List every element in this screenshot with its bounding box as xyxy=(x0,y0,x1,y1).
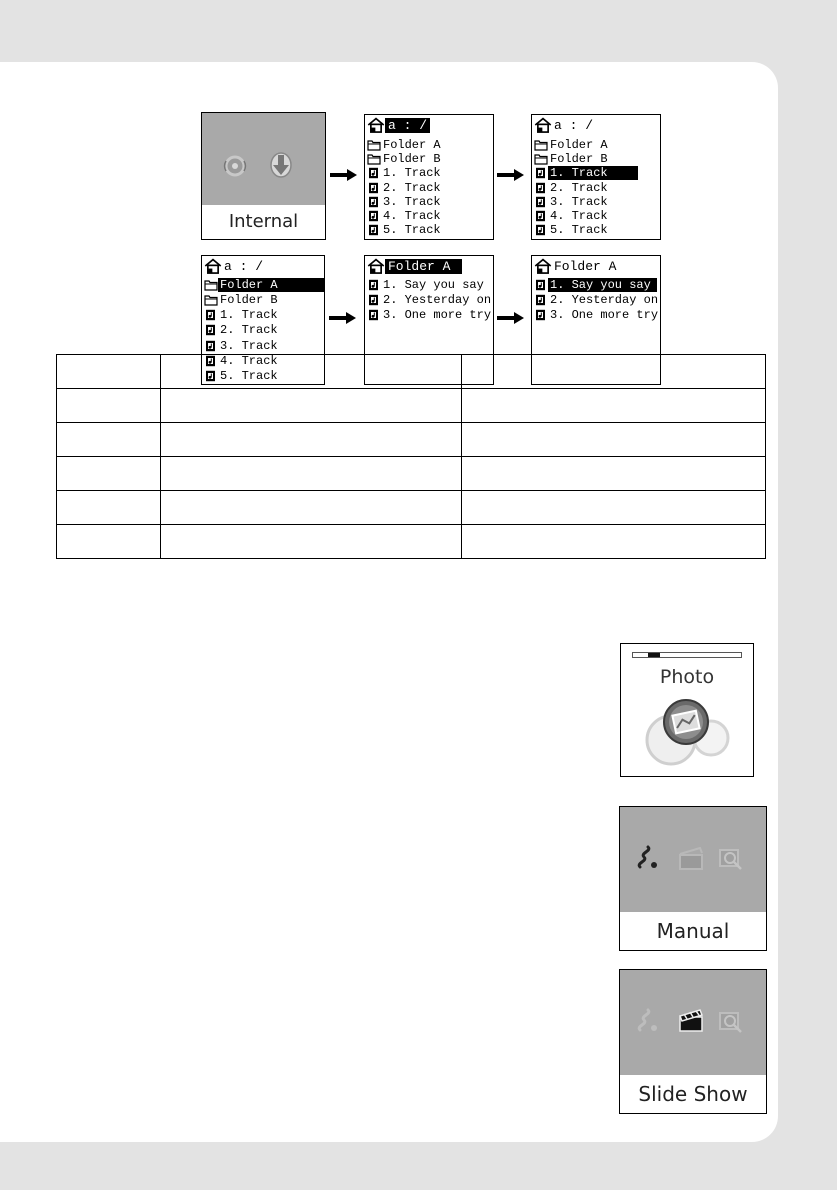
zoom-icon xyxy=(718,847,744,876)
mode-caption: Manual xyxy=(620,912,766,950)
music-file-icon xyxy=(204,309,218,321)
table-cell xyxy=(57,525,161,559)
home-icon xyxy=(367,117,385,133)
table-cell xyxy=(161,525,462,559)
zoom-icon xyxy=(718,1010,744,1039)
music-file-icon xyxy=(367,294,381,306)
menu-scrollbar xyxy=(632,652,742,658)
list-item-track[interactable] xyxy=(534,181,608,195)
track-label: 4. Track xyxy=(550,209,608,223)
track-label-selected: 1. Say you say xyxy=(548,278,657,292)
list-item-track[interactable] xyxy=(204,339,278,353)
mode-caption: Slide Show xyxy=(620,1075,766,1113)
home-icon xyxy=(204,258,222,274)
folder-path-label: Folder A xyxy=(385,259,462,274)
track-label: 2. Yesterday on xyxy=(550,293,659,307)
photo-menu-screen[interactable] xyxy=(620,643,754,777)
track-label: 4. Track xyxy=(383,209,441,223)
table-cell xyxy=(161,491,462,525)
file-list-screen-root[interactable] xyxy=(364,114,494,240)
table-cell xyxy=(161,389,462,423)
list-item-track[interactable] xyxy=(534,223,608,237)
photo-icon xyxy=(643,696,735,771)
list-item-track[interactable] xyxy=(534,308,658,322)
arrow-right-icon xyxy=(329,311,357,325)
track-label: 1. Track xyxy=(383,166,441,180)
folder-label: Folder B xyxy=(220,293,278,307)
track-label: 5. Track xyxy=(550,223,608,237)
home-icon xyxy=(534,258,552,274)
empty-table xyxy=(56,354,766,559)
music-file-icon xyxy=(367,309,381,321)
folder-icon xyxy=(367,139,381,151)
track-label: 2. Track xyxy=(383,181,441,195)
music-file-icon xyxy=(534,279,548,291)
slideshow-mode-screen[interactable] xyxy=(619,969,767,1114)
music-file-icon xyxy=(367,224,381,236)
path-label: a : / xyxy=(224,258,264,274)
list-item-folder[interactable] xyxy=(534,152,608,166)
list-item-folder[interactable] xyxy=(367,138,441,152)
slideshow-icon xyxy=(678,1008,704,1039)
track-label: 3. Track xyxy=(550,195,608,209)
track-label: 2. Track xyxy=(220,323,278,337)
manual-mode-screen[interactable] xyxy=(619,806,767,951)
path-row xyxy=(204,259,263,273)
folder-label: Folder B xyxy=(383,152,441,166)
manual-icon xyxy=(634,1008,660,1039)
folder-label: Folder B xyxy=(550,152,608,166)
usb-download-icon xyxy=(268,151,294,186)
list-item-track[interactable] xyxy=(534,195,608,209)
list-item-track[interactable] xyxy=(367,278,484,292)
list-item-track[interactable] xyxy=(534,209,608,223)
list-item-track[interactable] xyxy=(367,181,441,195)
list-item-track[interactable] xyxy=(367,223,441,237)
music-file-icon xyxy=(204,340,218,352)
table-cell xyxy=(462,355,766,389)
music-file-icon xyxy=(534,196,548,208)
music-file-icon xyxy=(367,196,381,208)
list-item-track[interactable] xyxy=(534,293,658,307)
table-cell xyxy=(57,457,161,491)
table-cell xyxy=(161,457,462,491)
music-file-icon xyxy=(534,294,548,306)
table-row xyxy=(57,457,766,491)
table-cell xyxy=(462,491,766,525)
list-item-track[interactable] xyxy=(367,195,441,209)
table-cell xyxy=(462,389,766,423)
folder-icon xyxy=(534,153,548,165)
folder-label: Folder A xyxy=(383,138,441,152)
music-file-icon xyxy=(534,309,548,321)
arrow-right-icon xyxy=(330,168,358,182)
path-row xyxy=(367,259,462,273)
folder-icon xyxy=(204,294,218,306)
path-row xyxy=(534,259,616,273)
music-file-icon xyxy=(204,324,218,336)
list-item-track[interactable] xyxy=(534,278,657,292)
music-file-icon xyxy=(534,210,548,222)
track-label: 3. One more try xyxy=(383,308,492,322)
home-icon xyxy=(367,258,385,274)
table-row xyxy=(57,491,766,525)
folder-label: Folder A xyxy=(550,138,608,152)
table-row xyxy=(57,423,766,457)
list-item-track[interactable] xyxy=(367,166,441,180)
table-cell xyxy=(462,423,766,457)
music-file-icon xyxy=(367,167,381,179)
device-caption: Internal xyxy=(202,205,325,239)
table-row xyxy=(57,389,766,423)
folder-icon xyxy=(204,279,218,291)
track-label: 5. Track xyxy=(383,223,441,237)
arrow-right-icon xyxy=(497,168,525,182)
music-file-icon xyxy=(534,224,548,236)
internal-device-screen xyxy=(201,112,326,240)
track-label: 3. Track xyxy=(220,339,278,353)
track-label: 3. One more try xyxy=(550,308,659,322)
music-file-icon xyxy=(367,210,381,222)
table-row xyxy=(57,525,766,559)
list-item-track[interactable] xyxy=(534,166,638,180)
file-list-screen-track-selected[interactable] xyxy=(531,114,661,240)
track-label: 4. Track xyxy=(220,354,278,368)
list-item-track[interactable] xyxy=(204,323,278,337)
table-row xyxy=(57,355,766,389)
track-label: 1. Say you say xyxy=(383,278,484,292)
list-item-track[interactable] xyxy=(367,293,491,307)
table-cell xyxy=(57,491,161,525)
slideshow-icon xyxy=(678,847,704,876)
menu-title: Photo xyxy=(659,666,715,688)
manual-icon xyxy=(634,845,660,876)
track-label: 5. Track xyxy=(220,369,278,383)
table-cell xyxy=(161,355,462,389)
track-label: 2. Yesterday on xyxy=(383,293,492,307)
list-item-track[interactable] xyxy=(204,308,278,322)
folder-path-label: Folder A xyxy=(554,258,617,274)
table-cell xyxy=(462,525,766,559)
table-cell xyxy=(57,389,161,423)
track-label-selected: 1. Track xyxy=(548,166,638,180)
track-label: 3. Track xyxy=(383,195,441,209)
folder-label-selected: Folder A xyxy=(218,278,325,292)
path-row xyxy=(367,118,430,132)
home-icon xyxy=(534,117,552,133)
music-file-icon xyxy=(367,182,381,194)
list-item-track[interactable] xyxy=(367,308,491,322)
table-cell xyxy=(57,355,161,389)
track-label: 2. Track xyxy=(550,181,608,195)
table-cell xyxy=(57,423,161,457)
music-file-icon xyxy=(367,279,381,291)
path-row xyxy=(534,118,593,132)
music-file-icon xyxy=(534,167,548,179)
list-item-track[interactable] xyxy=(367,209,441,223)
folder-icon xyxy=(367,153,381,165)
list-item-folder[interactable] xyxy=(204,293,278,307)
list-item-folder[interactable] xyxy=(367,152,441,166)
table-cell xyxy=(462,457,766,491)
path-label: a : / xyxy=(385,118,430,133)
music-file-icon xyxy=(534,182,548,194)
track-label: 1. Track xyxy=(220,308,278,322)
folder-icon xyxy=(534,139,548,151)
path-label: a : / xyxy=(554,117,594,133)
arrow-right-icon xyxy=(497,311,525,325)
table-cell xyxy=(161,423,462,457)
list-item-folder[interactable] xyxy=(204,278,325,292)
list-item-folder[interactable] xyxy=(534,138,608,152)
radio-icon xyxy=(222,153,248,184)
